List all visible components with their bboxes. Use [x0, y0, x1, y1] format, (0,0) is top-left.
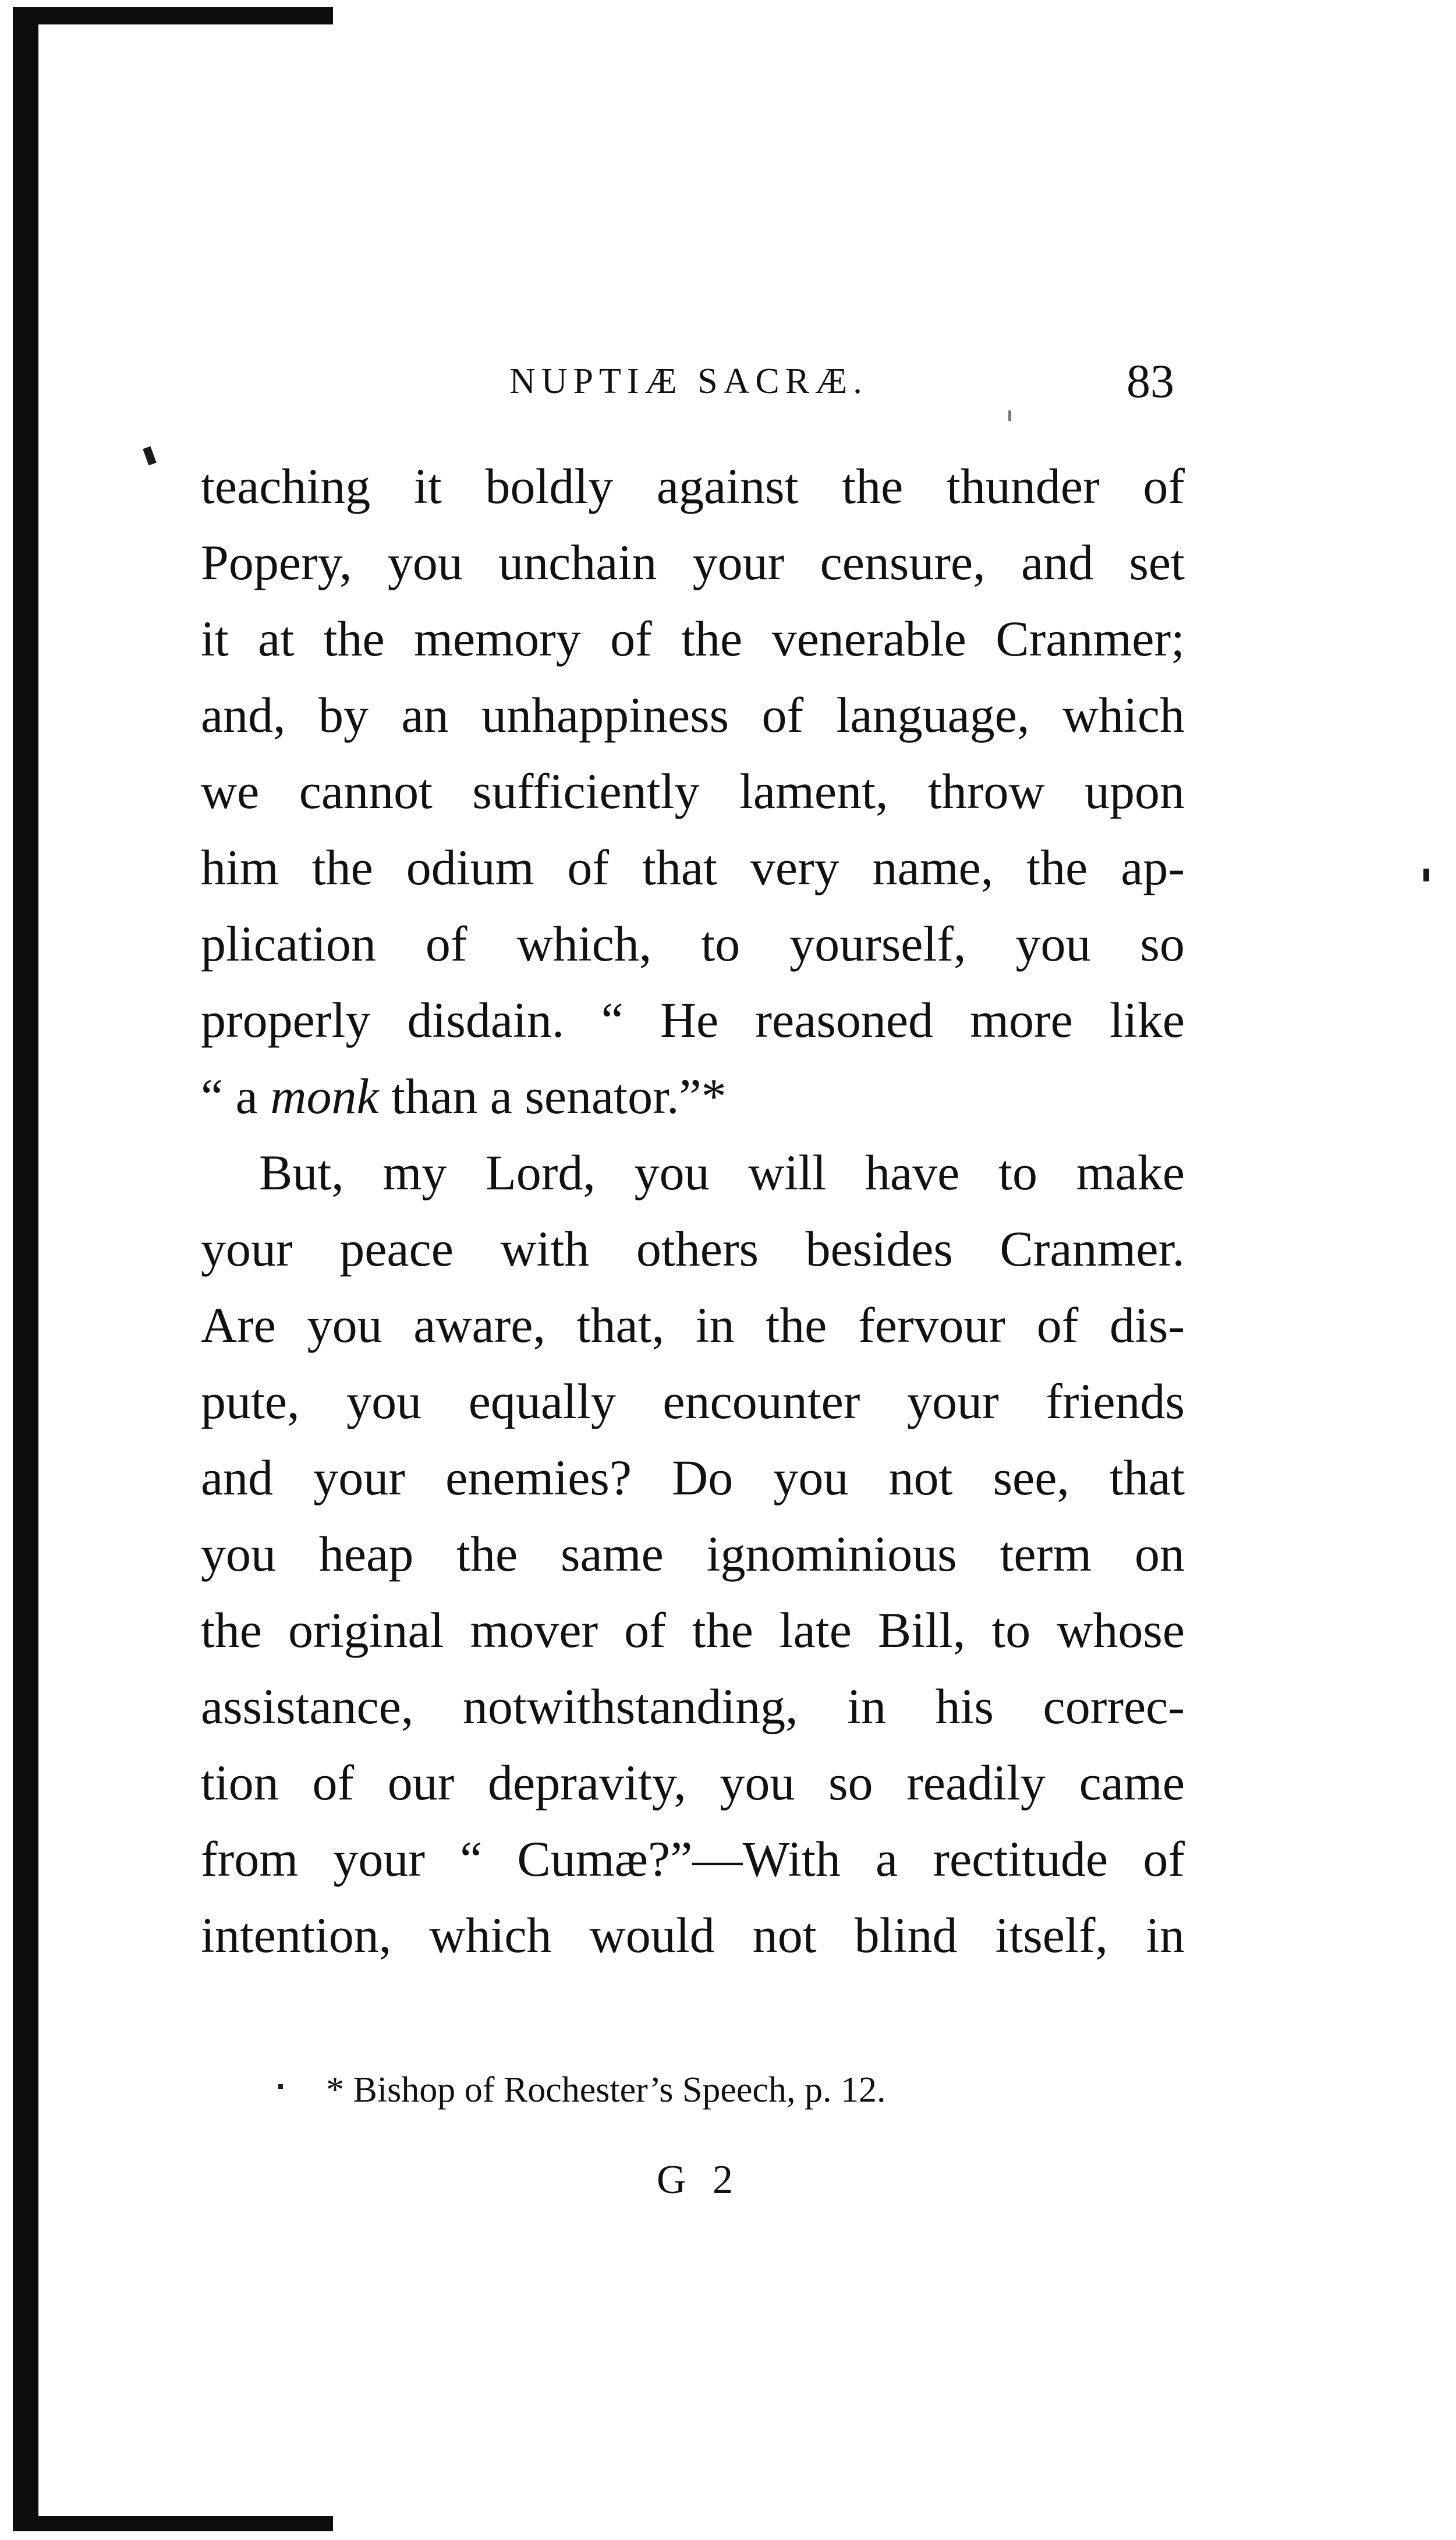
- footnote: * Bishop of Rochester’s Speech, p. 12.: [326, 2070, 886, 2110]
- binding-bracket-top: [13, 7, 333, 24]
- signature-mark: G 2: [657, 2158, 742, 2202]
- ink-speck: [1423, 869, 1429, 881]
- text-line: intention, which would not blind itself, in: [201, 1907, 1185, 1963]
- text-line: we cannot sufficiently lament, throw upon: [201, 763, 1185, 819]
- text-line: it at the memory of the venerable Cranmer;: [201, 611, 1185, 667]
- ink-speck: [1008, 410, 1011, 421]
- text-line: your peace with others besides Cranmer.: [201, 1221, 1185, 1277]
- text-line: properly disdain. “ He reasoned more like: [201, 992, 1185, 1048]
- text-line: Popery, you unchain your censure, and set: [201, 534, 1185, 590]
- body-text: [201, 448, 1185, 1974]
- text-line: pute, you equally encounter your friends: [201, 1373, 1185, 1429]
- binding-bracket-bottom: [13, 2516, 333, 2531]
- paragraph-first-line: But, my Lord, you will have to make: [259, 1145, 1185, 1200]
- running-title: NUPTIÆ SACRÆ.: [509, 362, 868, 401]
- ink-speck: [278, 2084, 283, 2089]
- italic-word: monk: [270, 1068, 379, 1124]
- text-line: assistance, notwithstanding, in his correc-: [201, 1678, 1185, 1734]
- page-number: 83: [1126, 355, 1174, 408]
- text-line: from your “ Cumæ?”—With a rectitude of: [201, 1831, 1185, 1887]
- text-line: “ a monk than a senator.”*: [201, 1068, 727, 1124]
- text-line: the original mover of the late Bill, to whose: [201, 1602, 1185, 1658]
- text-line: tion of our depravity, you so readily came: [201, 1755, 1185, 1811]
- text-line: plication of which, to yourself, you so: [201, 916, 1185, 972]
- running-head: [0, 354, 1456, 406]
- text-line: Are you aware, that, in the fervour of dis-: [201, 1297, 1185, 1353]
- text-line: and your enemies? Do you not see, that: [201, 1450, 1185, 1505]
- ink-speck: [143, 447, 156, 466]
- text-line: him the odium of that very name, the ap-: [201, 839, 1185, 895]
- text-line: and, by an unhappiness of language, which: [201, 687, 1185, 743]
- text-line: teaching it boldly against the thunder of: [201, 458, 1185, 514]
- text-line: you heap the same ignominious term on: [201, 1526, 1185, 1582]
